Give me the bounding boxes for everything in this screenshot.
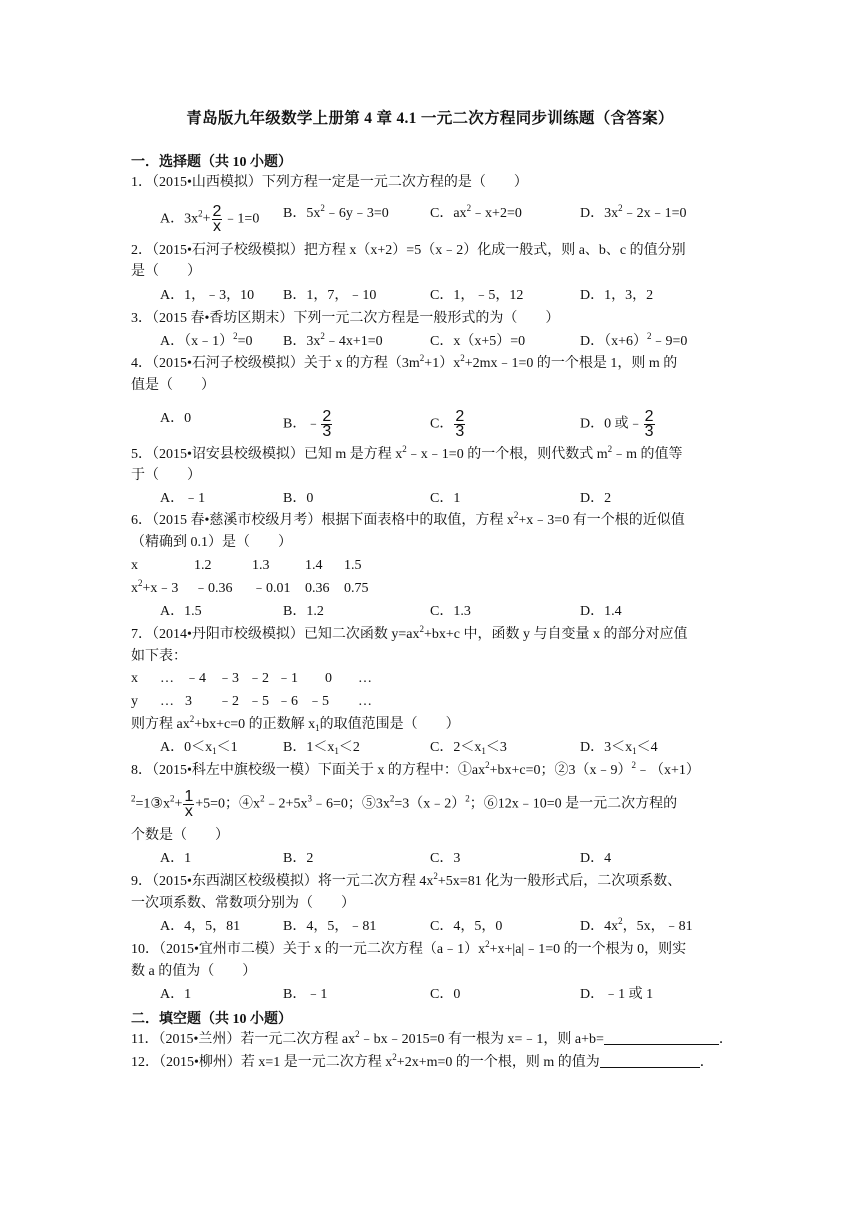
table-cell: … [358,671,372,686]
option-a[interactable]: A．1，﹣3，10 [160,288,255,303]
table-cell: 1.5 [344,558,362,573]
table-cell: ﹣0.36 [194,581,233,596]
table-cell: 3 [185,694,192,709]
table-cell: y [131,694,138,709]
answer-blank[interactable] [604,1032,719,1045]
fraction: $\frac{1}{x}$ [184,788,194,820]
option-b[interactable]: B．$5x^2﹣6y﹣3=0$ [283,203,389,221]
question-11: 11．（2015•兰州）若一元二次方程 $ax^2﹣bx﹣2015=0$ 有一根为 x=﹣1，则 a+b= ． [131,1029,733,1047]
option-c[interactable]: C．x（x+5）=0 [430,334,526,349]
question-10-stem-cont: 数 a 的值为（ ） [131,964,257,979]
table-cell: … [358,694,372,709]
fraction: $\frac{2}{x}$ [212,203,222,235]
option-a[interactable]: A．1.5 [160,604,202,619]
option-b[interactable]: B．$3x^2﹣4x+1=0$ [283,331,383,349]
option-b[interactable]: B．2 [283,851,314,866]
option-d[interactable]: D．$(x+6)^2﹣9=0$ [580,331,688,349]
table-cell: ﹣5 [248,694,269,709]
question-6-stem: 6．（2015 春•慈溪市校级月考）根据下面表格中的取值，方程 $x^2+x﹣3=0$ 有一个根的近似值 [131,510,685,528]
option-a[interactable]: A．1 [160,851,192,866]
question-2-stem: 2．（2015•石河子校级模拟）把方程 x（x+2）=5（x﹣2）化成一般式，则 a、b、c 的值分别 [131,243,686,258]
option-b[interactable]: B．1，7，﹣10 [283,288,377,303]
table-cell: 1.4 [305,558,323,573]
option-b[interactable]: B．0 [283,491,314,506]
question-7-options [160,739,720,759]
question-12: 12．（2015•柳州）若 x=1 是一元二次方程 $x^2+2x+m=0$ 的一个根，则 m 的值为 ． [131,1052,714,1070]
question-1-options [160,203,720,235]
question-7-prompt: 则方程 $ax^2+bx+c=0$ 的正数解 $x_1$的取值范围是（ ） [131,714,460,733]
question-6-stem-cont: （精确到 0.1）是（ ） [131,535,292,550]
question-4-options [160,408,720,440]
option-d[interactable]: D．$3<x_1<4$ [580,740,658,756]
question-10-options [160,986,720,1006]
table-cell: ﹣3 [218,671,239,686]
option-a[interactable]: A．1 [160,987,192,1002]
question-7-stem-cont: 如下表： [131,649,187,664]
option-c[interactable]: C．$2<x_1<3$ [430,740,507,756]
option-b[interactable]: B．$1<x_1<2$ [283,740,360,756]
question-6-options [160,603,720,623]
table-cell: 0.75 [344,581,369,596]
option-a[interactable]: A．$0<x_1<1$ [160,740,238,756]
fraction: $\frac{2}{3}$ [644,408,654,440]
table-cell: $x^2+x﹣3$ [131,578,179,596]
option-c[interactable]: C．0 [430,987,461,1002]
question-5-stem-cont: 于（ ） [131,468,201,483]
question-5-options [160,490,720,510]
table-cell: 0 [325,671,332,686]
option-d[interactable]: D．0 或﹣ $\frac{2}{3}$ [580,408,654,440]
option-c[interactable]: C．3 [430,851,461,866]
question-4-stem: 4．（2015•石河子校级模拟）关于 x 的方程$(3m^2+1)x^2+2mx﹣1=0$ 的一个根是 1，则 m 的 [131,353,678,371]
section-heading-multiple-choice: 一．选择题（共 10 小题） [131,155,292,170]
question-4-stem-cont: 值是（ ） [131,378,215,393]
option-a[interactable]: A．$3x^2+$ $\frac{2}{x}$ ﹣1=0 [160,203,260,235]
table-cell: ﹣6 [277,694,298,709]
question-2-options [160,287,720,307]
table-cell: ﹣4 [185,671,206,686]
document-title: 青岛版九年级数学上册第 4 章 4.1 一元二次方程同步训练题（含答案） [186,110,674,127]
table-cell: ﹣2 [248,671,269,686]
option-b[interactable]: B．4，5，﹣81 [283,919,377,934]
fraction: $\frac{2}{3}$ [455,408,465,440]
table-cell: ﹣2 [218,694,239,709]
question-8-stem: 8．（2015•科左中旗校级一模）下面关于 x 的方程中：$①ax^2+bx+c=0$；②3（x﹣9）$^2$﹣（x+1） [131,760,700,778]
option-d[interactable]: D．$3x^2﹣2x﹣1=0$ [580,203,687,221]
option-b[interactable]: B．﹣ $\frac{2}{3}$ [283,408,332,440]
table-cell: x [131,671,138,686]
question-8-stem-cont2: 个数是（ ） [131,828,229,843]
question-2-stem-cont: 是（ ） [131,264,201,279]
table-cell: x [131,558,138,573]
option-b[interactable]: B．1.2 [283,604,324,619]
table-cell: ﹣5 [308,694,329,709]
question-7-stem: 7．（2014•丹阳市校级模拟）已知二次函数 $y=ax^2+bx+c$ 中，函数 y 与自变量 x 的部分对应值 [131,624,688,642]
option-d[interactable]: D．﹣1 或 1 [580,987,654,1002]
option-d[interactable]: D．1，3，2 [580,288,654,303]
option-c[interactable]: C． $\frac{2}{3}$ [430,408,465,440]
section-heading-fill-in: 二．填空题（共 10 小题） [131,1012,292,1027]
option-d[interactable]: D．1.4 [580,604,622,619]
question-1-stem: 1．（2015•山西模拟）下列方程一定是一元二次方程的是（ ） [131,175,528,190]
table-cell: … [160,671,174,686]
option-a[interactable]: A．﹣1 [160,491,206,506]
question-10-stem: 10．（2015•宜州市二模）关于 x 的一元二次方程$(a﹣1)x^2+x+|a|﹣1=0$ 的一个根为 0，则实 [131,939,687,957]
fraction: $\frac{2}{3}$ [322,408,332,440]
option-c[interactable]: C．1，﹣5，12 [430,288,524,303]
option-b[interactable]: B．﹣1 [283,987,328,1002]
question-9-options [160,918,720,938]
question-9-stem-cont: 一次项系数、常数项分别为（ ） [131,896,355,911]
option-d[interactable]: D．4 [580,851,612,866]
question-3-stem: 3．（2015 春•香坊区期末）下列一元二次方程是一般形式的为（ ） [131,311,560,326]
question-5-stem: 5．（2015•诏安县校级模拟）已知 m 是方程 $x^2﹣x﹣1=0$ 的一个根，则代数式 $m^2﹣m$ 的值等 [131,444,683,462]
option-a[interactable]: A．4，5，81 [160,919,241,934]
table-cell: ﹣1 [277,671,298,686]
table-cell: 1.2 [194,558,212,573]
question-9-stem: 9．（2015•东西湖区校级模拟）将一元二次方程 $4x^2+5x=81$ 化为一般形式后，二次项系数、 [131,871,682,889]
option-d[interactable]: D．2 [580,491,612,506]
option-d[interactable]: D．$4x^2$，5x，﹣81 [580,916,693,934]
option-c[interactable]: C．1 [430,491,461,506]
question-8-stem-cont: $^2=1③x^2+$ $\frac{1}{x}$ +5=0；$④x^2﹣2+5x^3﹣6=0$；$⑤3x^2=3(x﹣2)^2$；⑥12x﹣10=0 是一元二次方程的 [131,788,678,820]
option-c[interactable]: C．1.3 [430,604,471,619]
table-cell: ﹣0.01 [252,581,291,596]
table-cell: … [160,694,174,709]
table-cell: 1.3 [252,558,270,573]
option-c[interactable]: C．$ax^2﹣x+2=0$ [430,203,522,221]
answer-blank[interactable] [600,1055,700,1068]
question-3-options [160,333,720,353]
option-c[interactable]: C．4，5，0 [430,919,503,934]
option-a[interactable]: A．（x﹣1）$^2$=0 [160,331,253,349]
table-cell: 0.36 [305,581,330,596]
question-8-options [160,850,720,870]
option-a[interactable]: A．0 [160,411,192,426]
